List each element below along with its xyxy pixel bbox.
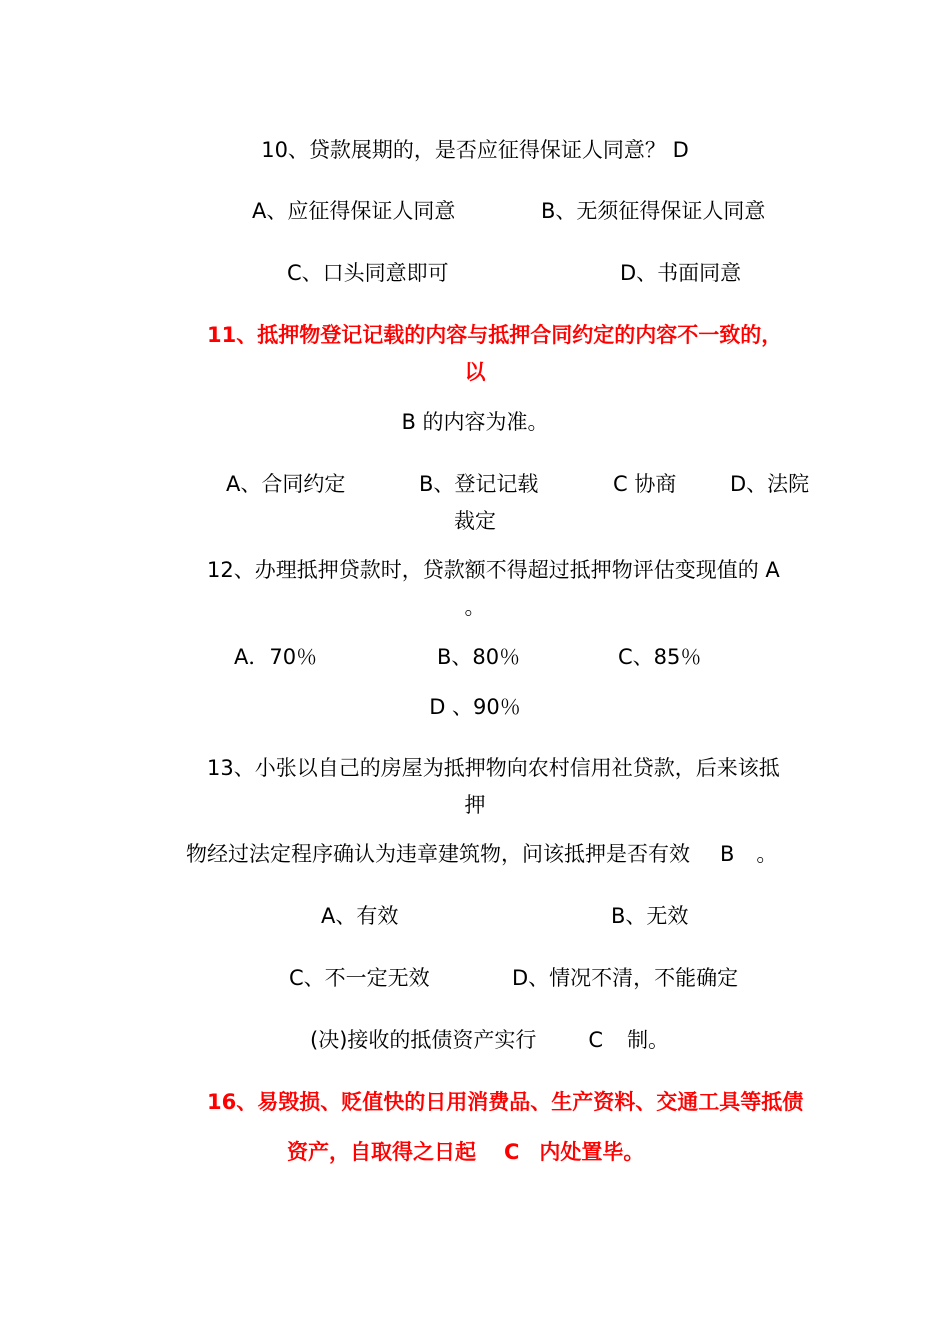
question-16-answer: C (504, 1140, 520, 1164)
question-13-text: 物经过法定程序确认为违章建筑物，问该抵押是否有效 (186, 842, 690, 866)
question-16-line1: 16、易毁损、贬值快的日用消费品、生产资料、交通工具等抵债 (207, 1090, 804, 1114)
question-15-text: (决)接收的抵债资产实行 (310, 1028, 537, 1052)
q11-option-b: B、登记记载 (419, 472, 539, 496)
q12-option-a: A．70％ (234, 645, 318, 669)
question-13-line1: 13、小张以自己的房屋为抵押物向农村信用社贷款，后来该抵 (207, 756, 780, 780)
question-13-line2: 押 (464, 793, 486, 817)
question-10: 10、贷款展期的，是否应征得保证人同意？ D (261, 138, 689, 162)
question-16-text: 资产，自取得之日起 (287, 1140, 476, 1164)
q10-option-c: C、口头同意即可 (287, 261, 449, 285)
q12-option-b: B、80％ (437, 645, 521, 669)
question-13-answer: B (720, 842, 735, 866)
q11-option-c: C 协商 (613, 472, 677, 496)
question-16-text-end: 内处置毕。 (539, 1140, 645, 1164)
q11-option-a: A、合同约定 (226, 472, 346, 496)
q12-option-d: D 、90％ (429, 695, 521, 719)
q12-option-c: C、85％ (618, 645, 702, 669)
question-15-text-end: 制。 (627, 1028, 670, 1052)
question-12-line2: 。 (464, 595, 486, 619)
question-15 (310, 1026, 669, 1054)
q13-option-d: D、情况不清，不能确定 (512, 966, 739, 990)
q11-option-d: D、法院 (730, 472, 810, 496)
question-13-line3 (186, 840, 777, 868)
question-11-line1: 11、抵押物登记记载的内容与抵押合同约定的内容不一致的， (207, 323, 783, 347)
question-12-line1: 12、办理抵押贷款时，贷款额不得超过抵押物评估变现值的 A (207, 558, 780, 582)
q10-option-d: D、书面同意 (620, 261, 742, 285)
q10-option-b: B、无须征得保证人同意 (541, 199, 766, 223)
question-11-line2: 以 (464, 360, 486, 384)
question-13-end-mark: 。 (756, 842, 778, 866)
question-11-line3: B 的内容为准。 (401, 410, 549, 434)
q13-option-b: B、无效 (611, 904, 689, 928)
q11-option-d-continued: 裁定 (454, 509, 496, 533)
q13-option-c: C、不一定无效 (289, 966, 430, 990)
question-15-answer: C (588, 1028, 604, 1052)
q13-option-a: A、有效 (321, 904, 399, 928)
q10-option-a: A、应征得保证人同意 (252, 199, 456, 223)
question-16-line2 (287, 1138, 644, 1166)
